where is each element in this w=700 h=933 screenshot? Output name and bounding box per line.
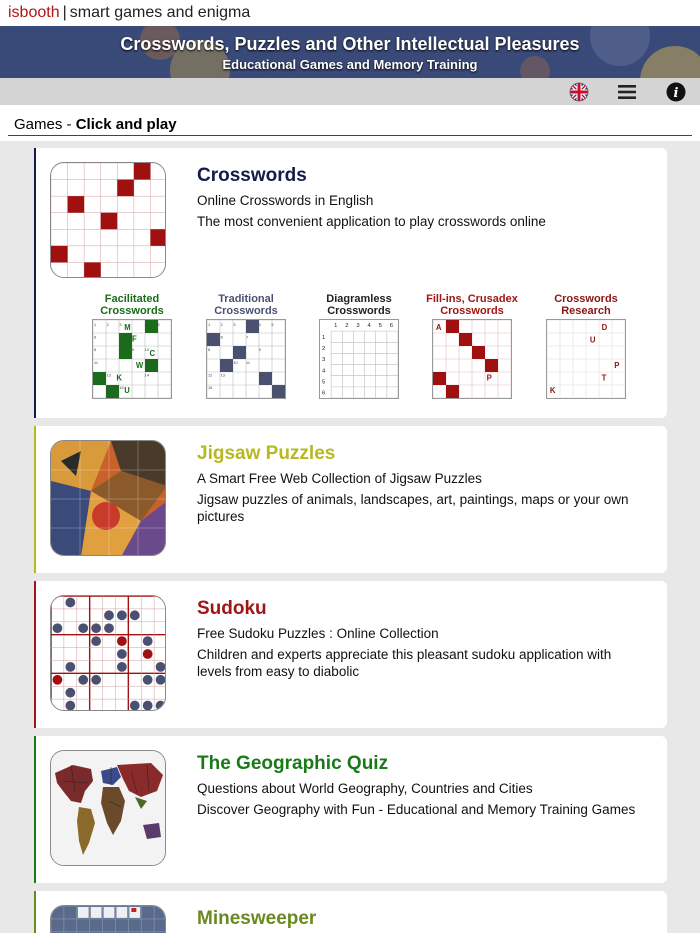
- svg-text:6: 6: [220, 334, 223, 340]
- game-list: [0, 141, 700, 933]
- traditional-grid-icon: [206, 319, 286, 399]
- svg-text:11: 11: [93, 359, 99, 365]
- svg-text:14: 14: [258, 372, 264, 378]
- svg-text:F: F: [132, 334, 137, 344]
- subtype-fill-ins-crosswords[interactable]: [424, 293, 520, 404]
- svg-text:3: 3: [119, 321, 122, 327]
- svg-text:14: 14: [144, 372, 150, 378]
- svg-text:9: 9: [132, 347, 135, 353]
- svg-text:2: 2: [345, 322, 349, 329]
- subtype-diagramless-crosswords[interactable]: [311, 293, 407, 404]
- svg-text:2: 2: [220, 321, 223, 327]
- banner-subtitle: Educational Games and Memory Training: [222, 57, 478, 72]
- research-grid-icon: [546, 319, 626, 399]
- svg-text:3: 3: [321, 357, 326, 364]
- svg-text:W: W: [135, 360, 144, 370]
- svg-text:12: 12: [144, 359, 150, 365]
- svg-text:1: 1: [93, 321, 97, 327]
- game-description: Jigsaw puzzles of animals, landscapes, art, paintings, maps or your own pictures: [197, 492, 629, 524]
- svg-text:D: D: [601, 322, 608, 332]
- game-title[interactable]: Minesweeper: [197, 908, 317, 929]
- svg-text:K: K: [116, 373, 123, 383]
- svg-text:C: C: [149, 349, 156, 359]
- subtype-label: Traditional Crosswords: [214, 293, 278, 317]
- svg-text:7: 7: [246, 334, 249, 340]
- svg-text:5: 5: [321, 379, 326, 386]
- svg-text:12: 12: [207, 372, 213, 378]
- svg-text:1: 1: [321, 334, 326, 341]
- svg-text:6: 6: [93, 334, 97, 340]
- fill-ins-grid-icon: [432, 319, 512, 399]
- svg-text:i: i: [673, 86, 679, 101]
- diagramless-grid-icon: [319, 319, 399, 399]
- game-subtitle: Questions about World Geography, Countries and Cities: [197, 781, 533, 796]
- subtype-traditional-crosswords[interactable]: [198, 293, 294, 404]
- game-card-crosswords[interactable]: [34, 148, 667, 418]
- game-card-jigsaw-puzzles[interactable]: [34, 426, 667, 573]
- header-banner: [0, 26, 700, 78]
- svg-text:15: 15: [207, 385, 213, 391]
- crosswords-thumbnail[interactable]: [50, 162, 166, 278]
- subtype-label: Crosswords Research: [554, 293, 618, 317]
- svg-text:U: U: [124, 386, 130, 396]
- breadcrumb-dash: -: [62, 116, 76, 133]
- card-accent: [34, 581, 36, 728]
- svg-text:15: 15: [119, 385, 124, 391]
- svg-text:7: 7: [119, 334, 122, 340]
- svg-text:8: 8: [93, 347, 97, 353]
- subtype-label: Facilitated Crosswords: [100, 293, 164, 317]
- svg-text:10: 10: [144, 347, 150, 353]
- game-card-minesweeper[interactable]: [34, 891, 667, 933]
- breadcrumb-prefix[interactable]: Games: [14, 116, 63, 133]
- brand-separator: |: [62, 4, 67, 21]
- breadcrumb: [14, 116, 177, 133]
- banner-title: Crosswords, Puzzles and Other Intellectual Pleasures: [120, 34, 580, 54]
- svg-text:A: A: [435, 322, 442, 332]
- breadcrumb-area: [0, 105, 700, 141]
- game-description: Children and experts appreciate this pleasant sudoku application with levels from easy to diabolic: [197, 647, 612, 679]
- breadcrumb-divider: [8, 135, 692, 136]
- uk-flag-icon[interactable]: [569, 82, 589, 102]
- svg-text:T: T: [601, 373, 607, 383]
- game-description: The most convenient application to play crosswords online: [197, 214, 546, 229]
- svg-text:M: M: [124, 322, 131, 332]
- svg-text:P: P: [486, 373, 492, 383]
- jigsaw-thumbnail[interactable]: [50, 440, 166, 556]
- svg-text:11: 11: [246, 359, 251, 365]
- card-accent: [34, 736, 36, 883]
- site-brand-link[interactable]: isbooth: [8, 4, 60, 21]
- game-card-sudoku[interactable]: [34, 581, 667, 728]
- minesweeper-thumbnail[interactable]: [50, 905, 166, 933]
- card-accent: [34, 891, 36, 933]
- svg-text:4: 4: [258, 321, 261, 327]
- svg-text:5: 5: [271, 321, 274, 327]
- info-icon[interactable]: [666, 82, 686, 102]
- svg-text:3: 3: [233, 321, 236, 327]
- game-subtitle: Online Crosswords in English: [197, 193, 374, 208]
- game-title[interactable]: Jigsaw Puzzles: [197, 443, 336, 464]
- subtype-facilitated-crosswords[interactable]: [84, 293, 180, 404]
- svg-text:9: 9: [258, 347, 261, 353]
- svg-text:6: 6: [389, 322, 394, 329]
- svg-text:U: U: [589, 335, 596, 345]
- svg-text:5: 5: [378, 322, 382, 329]
- game-title[interactable]: Sudoku: [197, 598, 267, 619]
- site-tagline: smart games and enigma: [69, 4, 251, 21]
- svg-text:13: 13: [220, 372, 225, 378]
- svg-text:13: 13: [106, 372, 111, 378]
- crossword-types: [84, 293, 654, 405]
- svg-text:4: 4: [367, 322, 371, 329]
- svg-text:1: 1: [334, 322, 338, 329]
- breadcrumb-current: Click and play: [75, 116, 177, 133]
- facilitated-grid-icon: [92, 319, 172, 399]
- game-title[interactable]: The Geographic Quiz: [197, 753, 389, 774]
- svg-text:3: 3: [356, 322, 360, 329]
- menu-icon[interactable]: [617, 82, 637, 102]
- game-subtitle: Free Sudoku Puzzles : Online Collection: [197, 626, 439, 641]
- svg-text:8: 8: [207, 347, 211, 353]
- svg-text:P: P: [614, 360, 620, 370]
- geographic-quiz-thumbnail[interactable]: [50, 750, 166, 866]
- toolbar: [0, 78, 700, 105]
- game-title[interactable]: Crosswords: [197, 165, 307, 186]
- svg-text:2: 2: [106, 321, 109, 327]
- game-card-geographic-quiz[interactable]: [34, 736, 667, 883]
- svg-text:6: 6: [321, 390, 326, 397]
- game-description: Discover Geography with Fun - Educational and Memory Training Games: [197, 802, 636, 817]
- game-subtitle: A Smart Free Web Collection of Jigsaw Puzzles: [197, 471, 482, 486]
- subtype-label: Diagramless Crosswords: [326, 293, 392, 317]
- svg-text:1: 1: [207, 321, 211, 327]
- svg-text:10: 10: [233, 359, 238, 365]
- svg-text:K: K: [549, 386, 556, 396]
- sudoku-thumbnail[interactable]: [50, 595, 166, 711]
- svg-text:4: 4: [144, 321, 147, 327]
- svg-text:4: 4: [321, 368, 326, 375]
- top-bar: [0, 0, 700, 26]
- card-accent: [34, 148, 36, 418]
- svg-text:2: 2: [321, 346, 326, 353]
- card-accent: [34, 426, 36, 573]
- subtype-crosswords-research[interactable]: [538, 293, 634, 404]
- svg-text:5: 5: [157, 321, 160, 327]
- subtype-label: Fill-ins, Crusadex Crosswords: [426, 293, 518, 317]
